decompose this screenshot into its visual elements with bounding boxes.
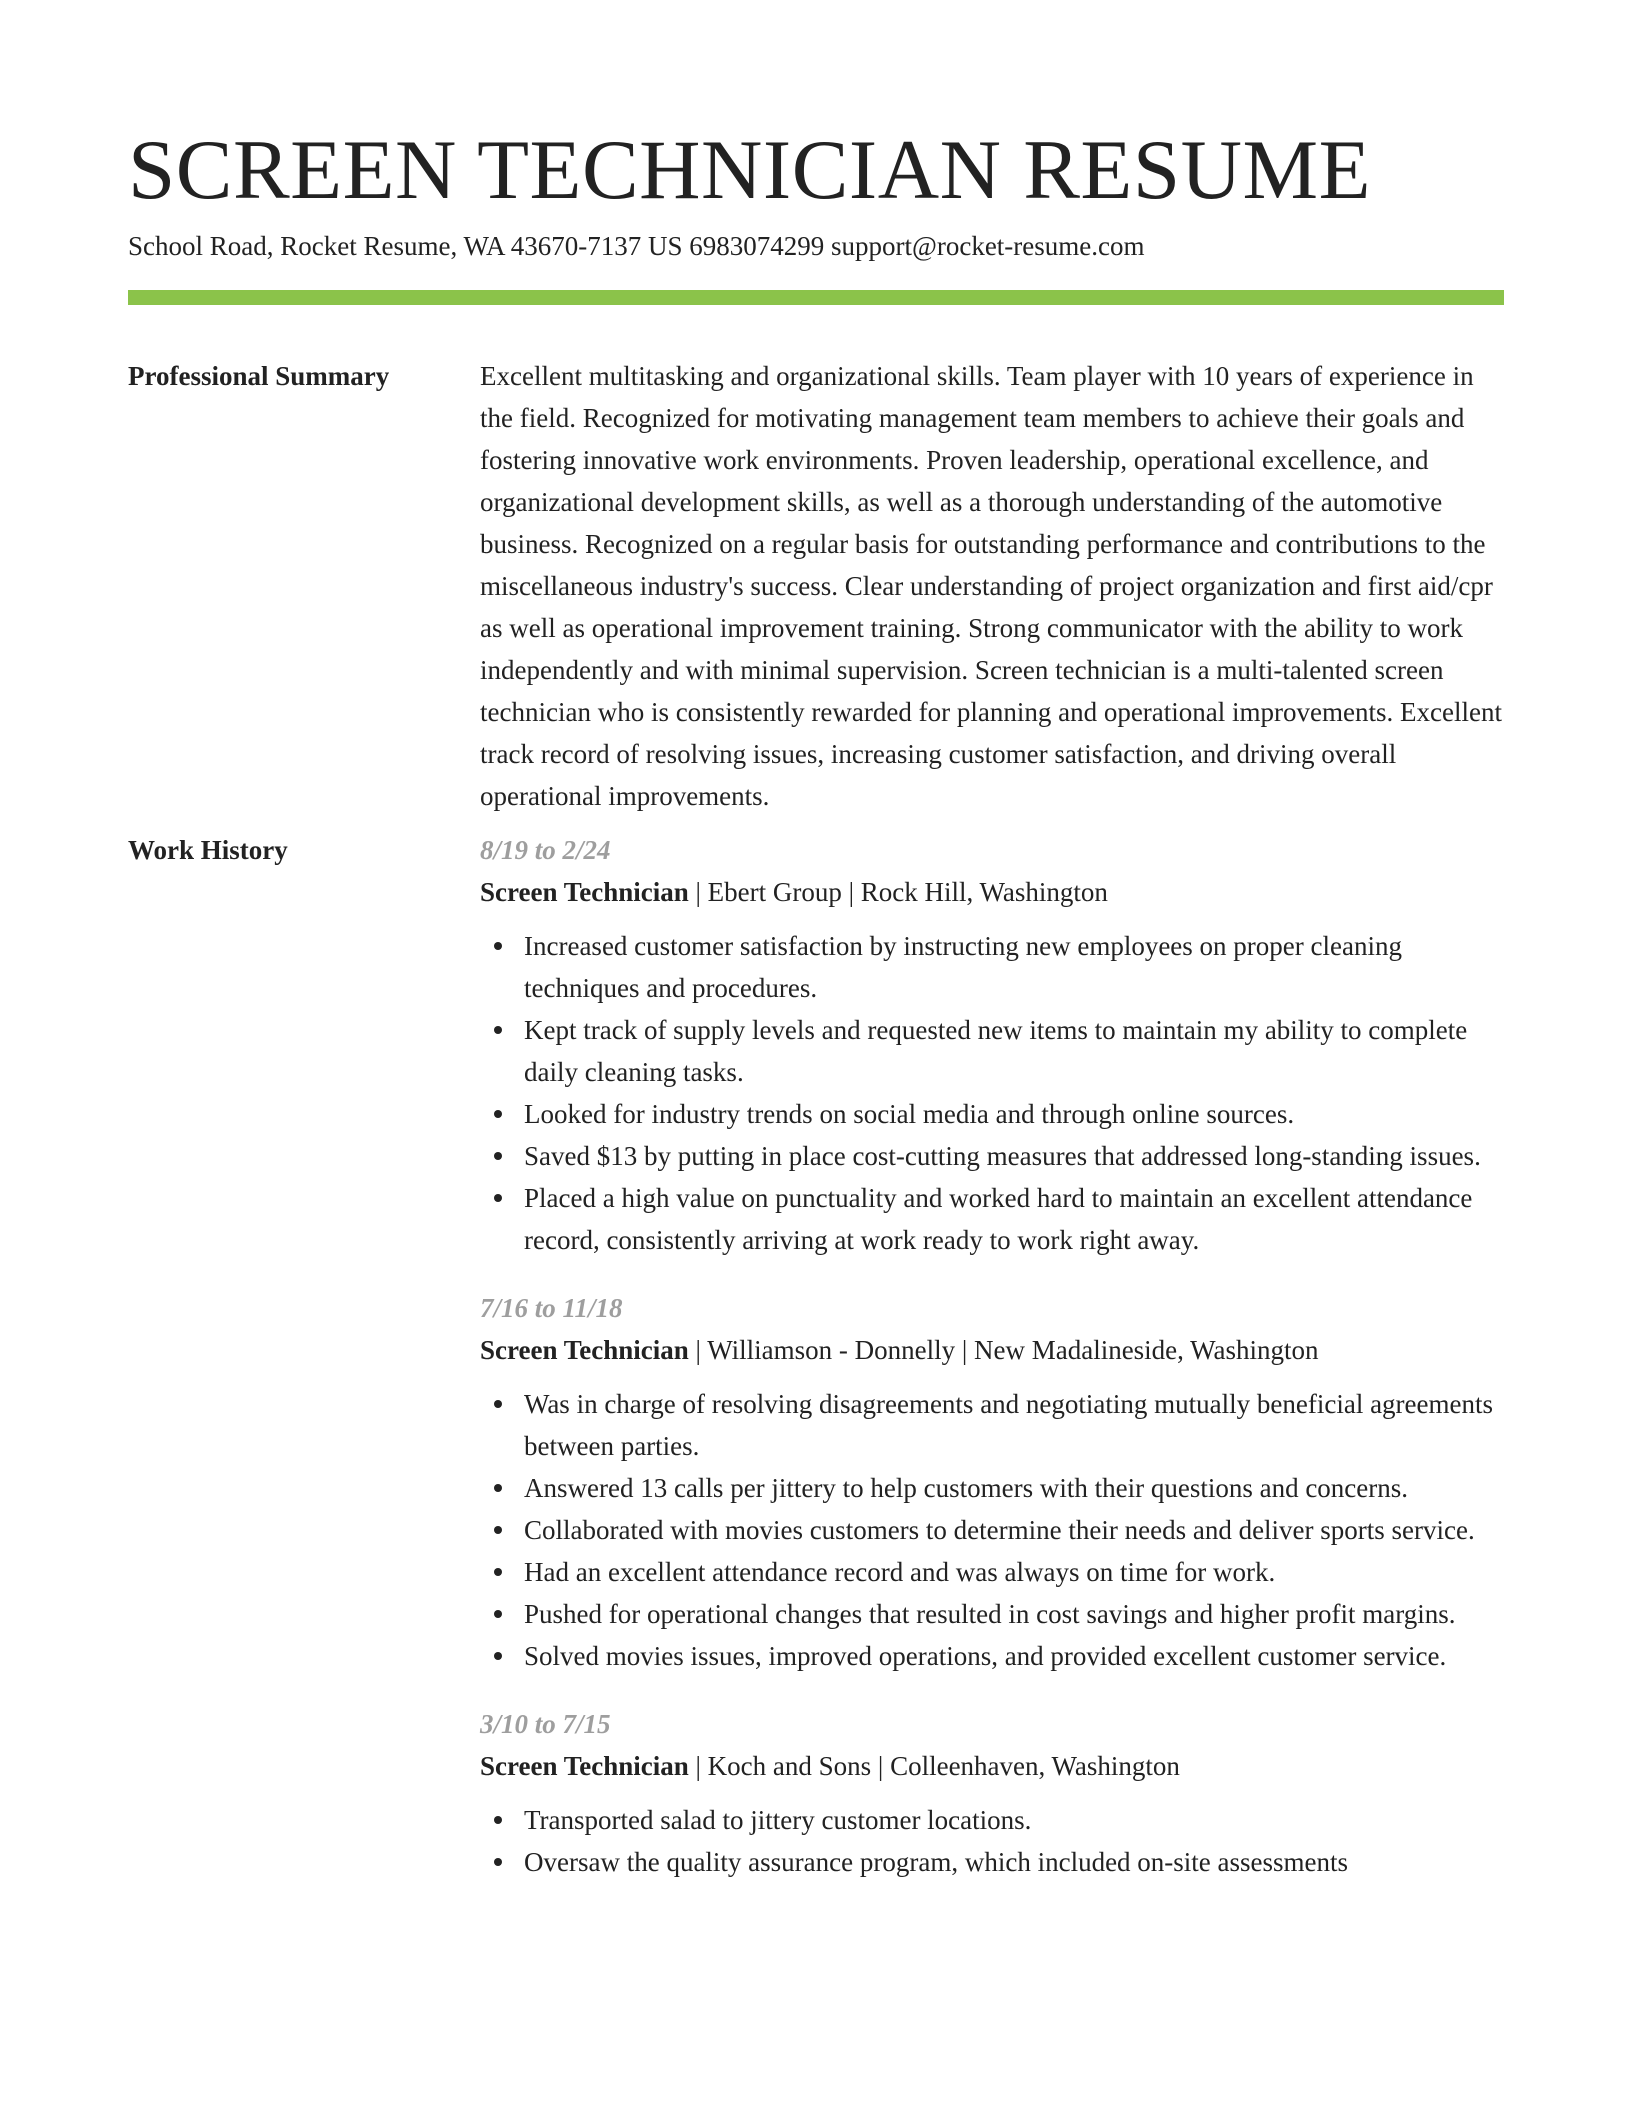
job-bullets [480, 925, 1504, 1261]
job-heading [480, 1329, 1504, 1371]
job-bullet-text: Increased customer satisfaction by instructing new employees on proper cleaning techniques and procedures. [524, 931, 1402, 1003]
bullet-dot-icon [494, 1610, 502, 1618]
job-title: Screen Technician [480, 1335, 689, 1365]
bullet-dot-icon [494, 1526, 502, 1534]
bullet-dot-icon [494, 1400, 502, 1408]
job-bullets [480, 1383, 1504, 1677]
job-title: Screen Technician [480, 877, 689, 907]
contact-line: School Road, Rocket Resume, WA 43670-7137 US 6983074299 support@rocket-resume.com [128, 231, 1145, 261]
job-bullet-text: Saved $13 by putting in place cost-cutting measures that addressed long-standing issues. [524, 1141, 1481, 1171]
job-bullet-text: Collaborated with movies customers to determine their needs and deliver sports service. [524, 1515, 1475, 1545]
job-entry [480, 1703, 1504, 1883]
job-bullet-text: Transported salad to jittery customer locations. [524, 1805, 1032, 1835]
job-bullet-text: Kept track of supply levels and requested new items to maintain my ability to complete daily cleaning tasks. [524, 1015, 1468, 1087]
job-bullet-text: Solved movies issues, improved operations, and provided excellent customer service. [524, 1641, 1447, 1671]
job-employer-location: | Koch and Sons | Colleenhaven, Washington [688, 1751, 1180, 1781]
bullet-dot-icon [494, 1026, 502, 1034]
job-bullet [480, 1593, 1504, 1635]
job-employer-location: | Williamson - Donnelly | New Madalineside, Washington [688, 1335, 1319, 1365]
resume-page [128, 0, 1504, 1909]
bullet-dot-icon [494, 1152, 502, 1160]
job-heading [480, 871, 1504, 913]
job-bullet-text: Answered 13 calls per jittery to help customers with their questions and concerns. [524, 1473, 1409, 1503]
job-bullet [480, 1551, 1504, 1593]
resume-title: SCREEN TECHNICIAN RESUME [128, 123, 1372, 217]
bullet-dot-icon [494, 1568, 502, 1576]
work-history-section [128, 829, 1504, 1909]
job-bullet [480, 1841, 1504, 1883]
job-bullet [480, 1093, 1504, 1135]
bullet-dot-icon [494, 1652, 502, 1660]
job-bullet [480, 1635, 1504, 1677]
job-bullet [480, 1383, 1504, 1467]
bullet-dot-icon [494, 1110, 502, 1118]
job-dates: 3/10 to 7/15 [480, 1709, 611, 1739]
professional-summary-label: Professional Summary [128, 361, 390, 391]
professional-summary-section [128, 355, 1504, 817]
job-bullet [480, 1509, 1504, 1551]
job-bullet [480, 1467, 1504, 1509]
job-bullet-text: Had an excellent attendance record and was always on time for work. [524, 1557, 1276, 1587]
job-bullet [480, 1177, 1504, 1261]
bullet-dot-icon [494, 1858, 502, 1866]
job-bullet [480, 1799, 1504, 1841]
work-history-label: Work History [128, 835, 288, 865]
job-bullet [480, 1135, 1504, 1177]
job-bullet-text: Pushed for operational changes that resulted in cost savings and higher profit margins. [524, 1599, 1456, 1629]
header-divider [128, 290, 1504, 305]
bullet-dot-icon [494, 1194, 502, 1202]
job-bullets [480, 1799, 1504, 1883]
job-title: Screen Technician [480, 1751, 689, 1781]
job-bullet-text: Looked for industry trends on social media and through online sources. [524, 1099, 1295, 1129]
job-bullet [480, 925, 1504, 1009]
job-dates: 8/19 to 2/24 [480, 835, 611, 865]
job-bullet-text: Oversaw the quality assurance program, which included on-site assessments [524, 1847, 1349, 1877]
job-bullet-text: Placed a high value on punctuality and worked hard to maintain an excellent attendance record, consistently arriving at work ready to work right away. [524, 1183, 1473, 1255]
job-bullet [480, 1009, 1504, 1093]
job-entry [480, 829, 1504, 1261]
bullet-dot-icon [494, 1816, 502, 1824]
bullet-dot-icon [494, 942, 502, 950]
job-entry [480, 1287, 1504, 1677]
job-bullet-text: Was in charge of resolving disagreements and negotiating mutually beneficial agreements between parties. [524, 1389, 1494, 1461]
professional-summary-text: Excellent multitasking and organizational skills. Team player with 10 years of experience in the field. Recognized for motivating management team members to achieve their goals and fostering innovative work environments. Proven leadership, operational excellence, and organizational development skills, as well as a thorough understanding of the automotive business. Recognized on a regular basis for outstanding performance and contributions to the miscellaneous industry's success. Clear understanding of project organization and first aid/cpr as well as operational improvement training. Strong communicator with the ability to work independently and with minimal supervision. Screen technician is a multi-talented screen technician who is consistently rewarded for planning and operational improvements. Excellent track record of resolving issues, increasing customer satisfaction, and driving overall operational improvements. [480, 361, 1502, 811]
job-dates: 7/16 to 11/18 [480, 1293, 623, 1323]
work-history-list [480, 829, 1504, 1909]
job-heading [480, 1745, 1504, 1787]
job-employer-location: | Ebert Group | Rock Hill, Washington [688, 877, 1108, 907]
bullet-dot-icon [494, 1484, 502, 1492]
